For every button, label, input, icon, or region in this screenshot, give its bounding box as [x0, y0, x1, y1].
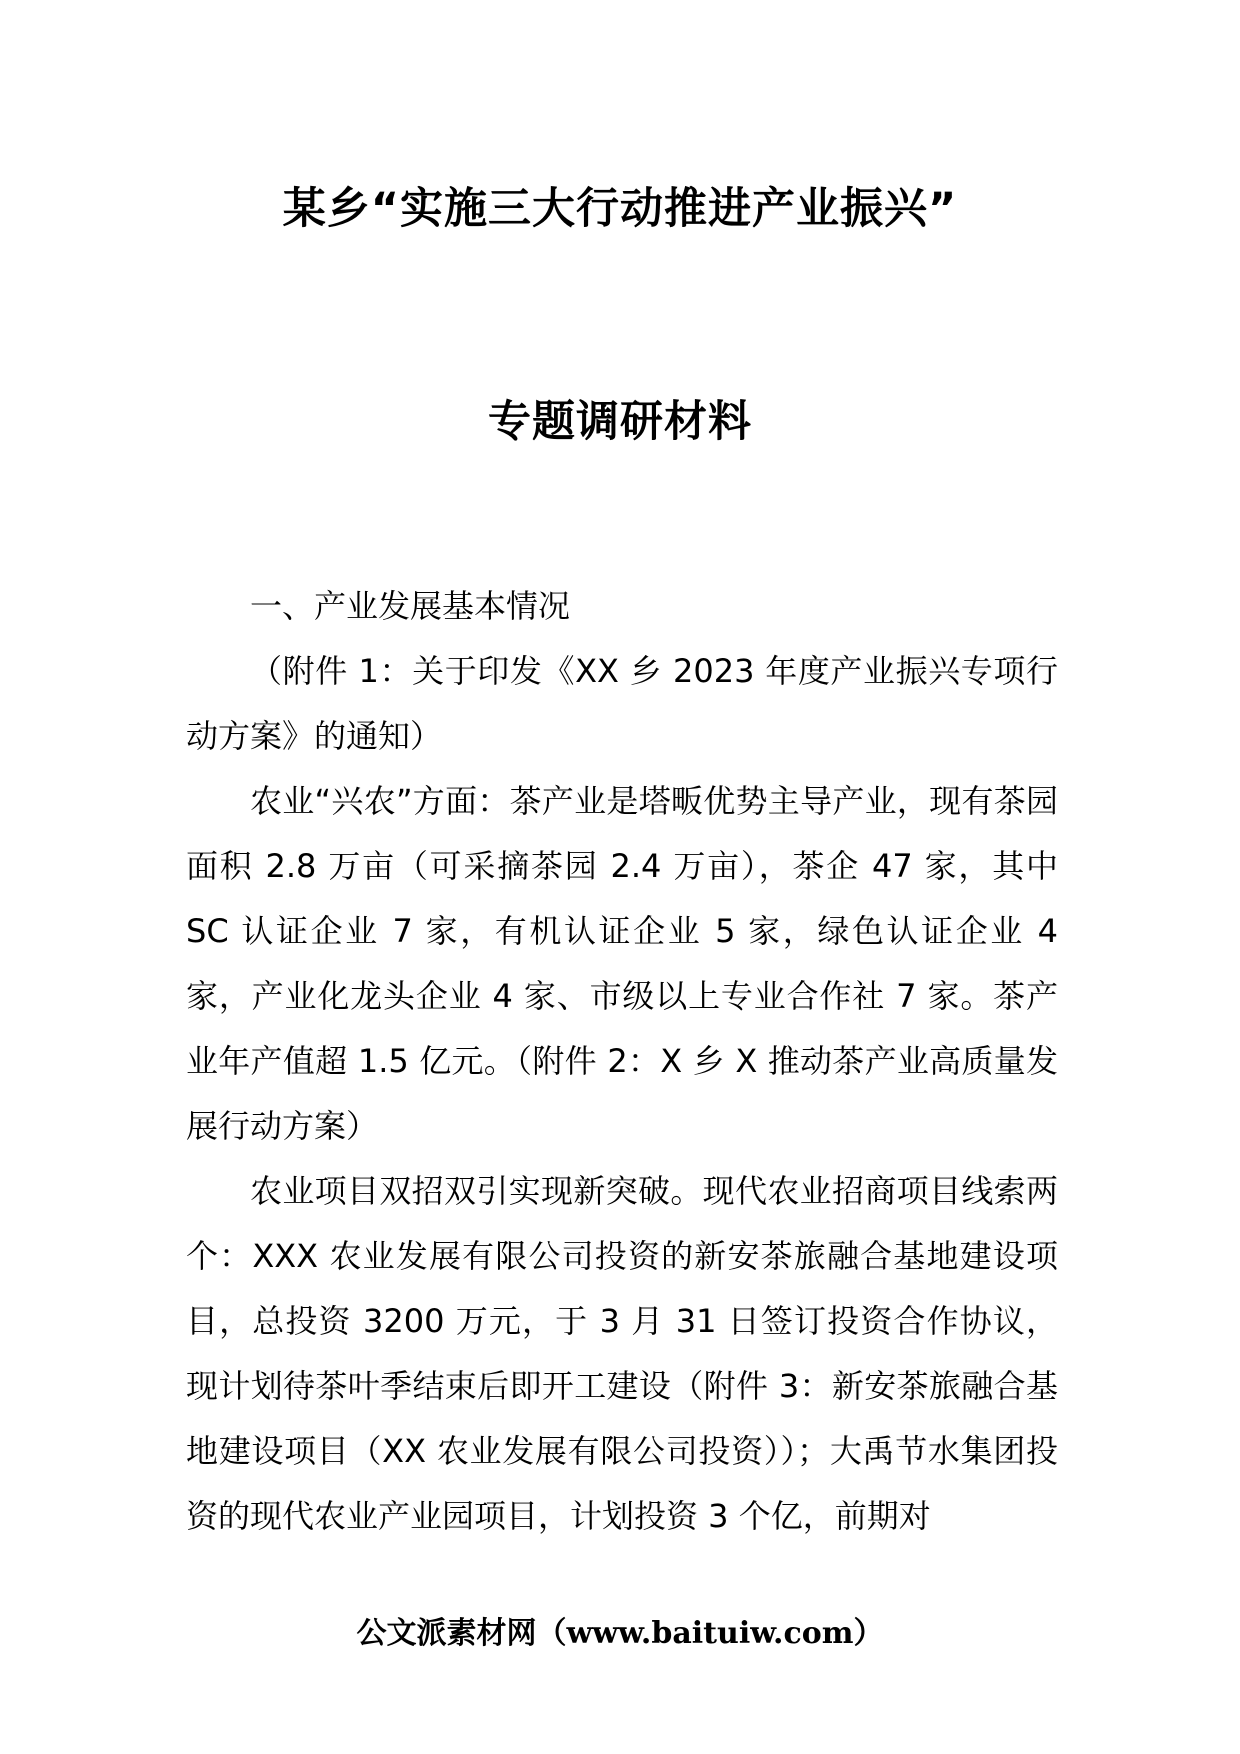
footer-watermark: 公文派素材网（www.baituiw.com）: [356, 1616, 884, 1651]
document-title-line-2: 专题调研材料: [488, 397, 752, 447]
investment-projects-paragraph: 农业项目双招双引实现新突破。现代农业招商项目线索两个：XXX 农业发展有限公司投资的新安茶旅融合基地建设项目，总投资 3200 万元，于 3 月 31 日签订投资合作协议，现计划待茶叶季结束后即开工建设（附件 3：新安茶旅融合基地建设项目（XX 农业发展有限公司投资））；大禹节水集团投资的现代农业产业园项目，计划投资 3 个亿，前期对: [186, 1172, 1058, 1535]
section-heading: 一、产业发展基本情况: [250, 587, 571, 625]
document-title-line-1: 某乡“实施三大行动推进产业振兴”: [282, 184, 958, 234]
document-body: [186, 574, 1058, 1549]
attachment-note-paragraph: （附件 1：关于印发《XX 乡 2023 年度产业振兴专项行动方案》的通知）: [186, 652, 1058, 755]
tea-industry-paragraph: 农业“兴农”方面：茶产业是塔畈优势主导产业，现有茶园面积 2.8 万亩（可采摘茶园 2.4 万亩），茶企 47 家，其中 SC 认证企业 7 家，有机认证企业 5 家，绿色认证企业 4 家，产业化龙头企业 4 家、市级以上专业合作社 7 家。茶产业年产值超 1.5 亿元。（附件 2：X 乡 X 推动茶产业高质量发展行动方案）: [186, 782, 1058, 1145]
